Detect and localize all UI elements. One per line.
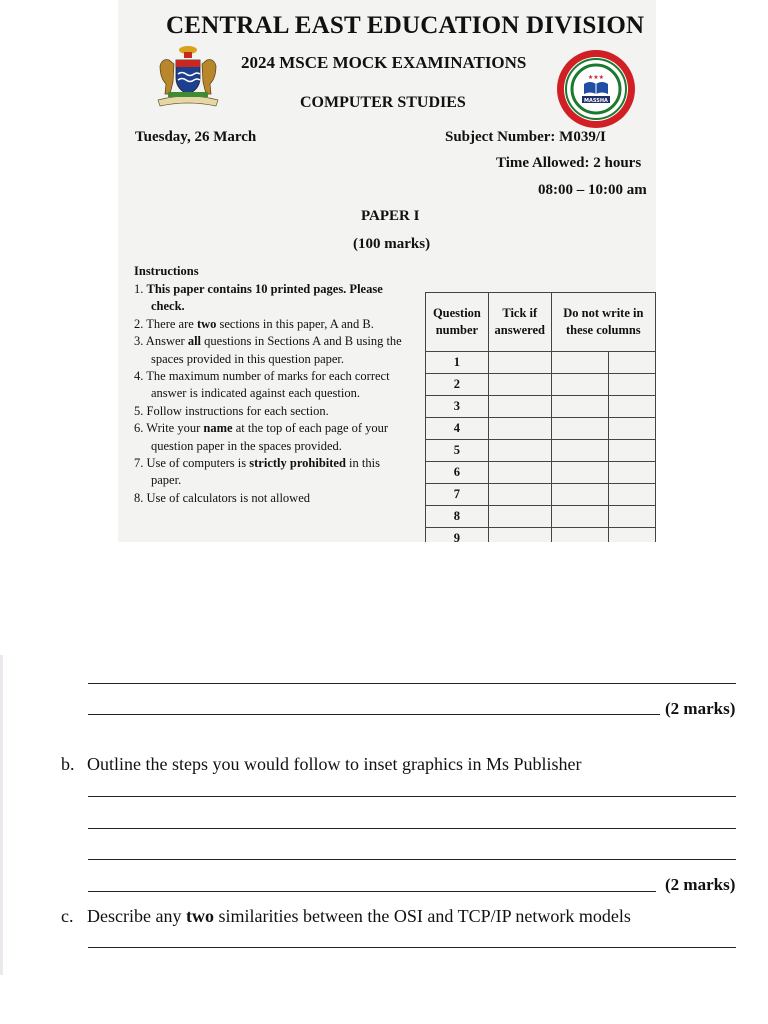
table-row: 8 bbox=[426, 506, 656, 528]
subject-title: COMPUTER STUDIES bbox=[300, 94, 466, 111]
page-edge bbox=[0, 655, 3, 975]
question-c-text-post: similarities between the OSI and TCP/IP network models bbox=[213, 906, 631, 926]
table-row: 2 bbox=[426, 374, 656, 396]
table-row: 4 bbox=[426, 418, 656, 440]
table-row: 1 bbox=[426, 352, 656, 374]
instruction-item: 5. Follow instructions for each section. bbox=[134, 403, 329, 418]
svg-text:★★★: ★★★ bbox=[587, 74, 605, 81]
time-allowed: Time Allowed: 2 hours bbox=[496, 155, 642, 171]
instruction-item: 6. Write your name at the top of each page of your question paper in the spaces provided. bbox=[134, 421, 389, 453]
subject-number: Subject Number: M039/I bbox=[445, 129, 606, 145]
instruction-item: 7. Use of computers is strictly prohibited in this paper. bbox=[134, 456, 380, 488]
exam-date: Tuesday, 26 March bbox=[135, 129, 257, 145]
table-row: 5 bbox=[426, 440, 656, 462]
marks-label-b: (2 marks) bbox=[665, 875, 736, 894]
table-row: 7 bbox=[426, 484, 656, 506]
instructions-list bbox=[134, 281, 412, 507]
exam-cover-page bbox=[118, 0, 656, 542]
instructions-title: Instructions bbox=[134, 264, 199, 278]
answer-line[interactable] bbox=[88, 828, 736, 829]
total-marks: (100 marks) bbox=[353, 236, 431, 252]
massha-seal-icon bbox=[555, 48, 637, 130]
answer-line[interactable] bbox=[88, 796, 736, 797]
question-c-label: c. bbox=[61, 906, 74, 926]
answer-line[interactable] bbox=[88, 859, 736, 860]
examiner-only-header: Do not write in these columns bbox=[551, 293, 655, 352]
paper-label: PAPER I bbox=[361, 208, 420, 224]
question-b bbox=[61, 754, 581, 775]
marks-label-a: (2 marks) bbox=[665, 699, 736, 718]
question-c bbox=[61, 906, 631, 927]
instruction-item: 3. Answer all questions in Sections A and B using the spaces provided in this question paper. bbox=[134, 334, 402, 366]
question-number-header: Question number bbox=[426, 293, 489, 352]
exam-hours: 08:00 – 10:00 am bbox=[538, 182, 647, 198]
instruction-item: 8. Use of calculators is not allowed bbox=[134, 490, 310, 505]
question-b-label: b. bbox=[61, 754, 75, 774]
answer-line[interactable] bbox=[88, 891, 656, 892]
coat-of-arms-icon bbox=[154, 44, 222, 112]
question-tick-table bbox=[425, 292, 656, 542]
question-c-text-pre: Describe any bbox=[87, 906, 186, 926]
table-row: 9 bbox=[426, 528, 656, 543]
question-b-text: Outline the steps you would follow to inset graphics in Ms Publisher bbox=[87, 754, 582, 774]
answer-line[interactable] bbox=[88, 714, 660, 715]
instruction-item: 1. This paper contains 10 printed pages. Please check. bbox=[134, 282, 383, 314]
answer-line[interactable] bbox=[88, 683, 736, 684]
table-row: 6 bbox=[426, 462, 656, 484]
seal-label: MASSHA bbox=[584, 98, 608, 104]
tick-if-answered-header: Tick if answered bbox=[488, 293, 551, 352]
question-c-text-bold: two bbox=[185, 906, 214, 926]
instruction-item: 2. There are two sections in this paper, A and B. bbox=[134, 316, 374, 331]
table-row: 3 bbox=[426, 396, 656, 418]
answer-line[interactable] bbox=[88, 947, 736, 948]
division-title: CENTRAL EAST EDUCATION DIVISION bbox=[166, 12, 645, 39]
instruction-item: 4. The maximum number of marks for each correct answer is indicated against each question. bbox=[134, 369, 390, 401]
exam-title: 2024 MSCE MOCK EXAMINATIONS bbox=[241, 53, 527, 72]
